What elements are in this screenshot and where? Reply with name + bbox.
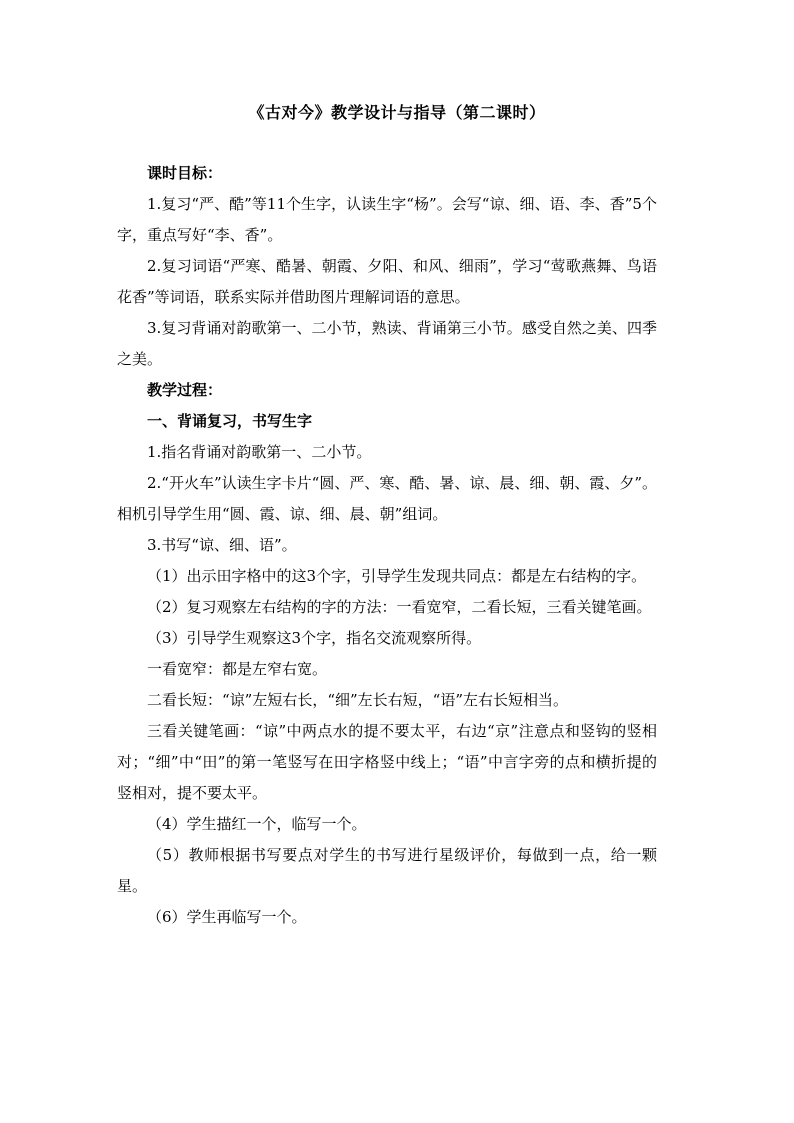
sub-step-2: （2）复习观察左右结构的字的方法：一看宽窄，二看长短，三看关键笔画。: [147, 598, 652, 616]
step-1: 1.指名背诵对韵歌第一、二小节。: [147, 443, 372, 461]
objective-3: 3.复习背诵对韵歌第一、二小节，熟读、背诵第三小节。感受自然之美、四季之美。: [117, 319, 657, 368]
step-2: 2.“开火车”认读生字卡片“圆、严、寒、酷、暑、谅、晨、细、朝、霞、夕”。相机引导学生用“圆、霞、谅、细、晨、朝”组词。: [117, 474, 657, 523]
sub-step-3: （3）引导学生观察这3个字，指名交流观察所得。: [147, 629, 482, 647]
step-3: 3.书写“谅、细、语”。: [147, 536, 297, 554]
objective-2: 2.复习词语“严寒、酷暑、朝霞、夕阳、和风、细雨”，学习“莺歌燕舞、鸟语花香”等词语，联系实际并借助图片理解词语的意思。: [117, 257, 657, 306]
sub-step-4: （4）学生描红一个，临写一个。: [147, 815, 367, 833]
document-body: [117, 158, 657, 933]
section-heading-objectives: 课时目标：: [147, 164, 223, 182]
observation-length: 二看长短：“谅”左短右长，“细”左长右短，“语”左右长短相当。: [147, 691, 569, 709]
observation-width: 一看宽窄：都是左窄右宽。: [147, 660, 328, 678]
subheading-review-writing: 一、背诵复习，书写生字: [147, 412, 313, 430]
objective-1: 1.复习“严、酷”等11个生字，认读生字“杨”。会写“谅、细、语、李、香”5个字，重点写好“李、香”。: [117, 195, 657, 244]
document-title: 《古对今》教学设计与指导（第二课时）: [248, 103, 546, 122]
sub-step-6: （6）学生再临写一个。: [147, 908, 307, 926]
observation-strokes: 三看关键笔画：“谅”中两点水的提不要太平，右边“京”注意点和竖钩的竖相对；“细”中“田”的第一笔竖写在田字格竖中线上；“语”中言字旁的点和横折提的竖相对，提不要太平。: [117, 722, 657, 802]
sub-step-5: （5）教师根据书写要点对学生的书写进行星级评价，每做到一点，给一颗星。: [117, 846, 657, 895]
section-heading-process: 教学过程：: [147, 381, 223, 399]
sub-step-1: （1）出示田字格中的这3个字，引导学生发现共同点：都是左右结构的字。: [147, 567, 647, 585]
